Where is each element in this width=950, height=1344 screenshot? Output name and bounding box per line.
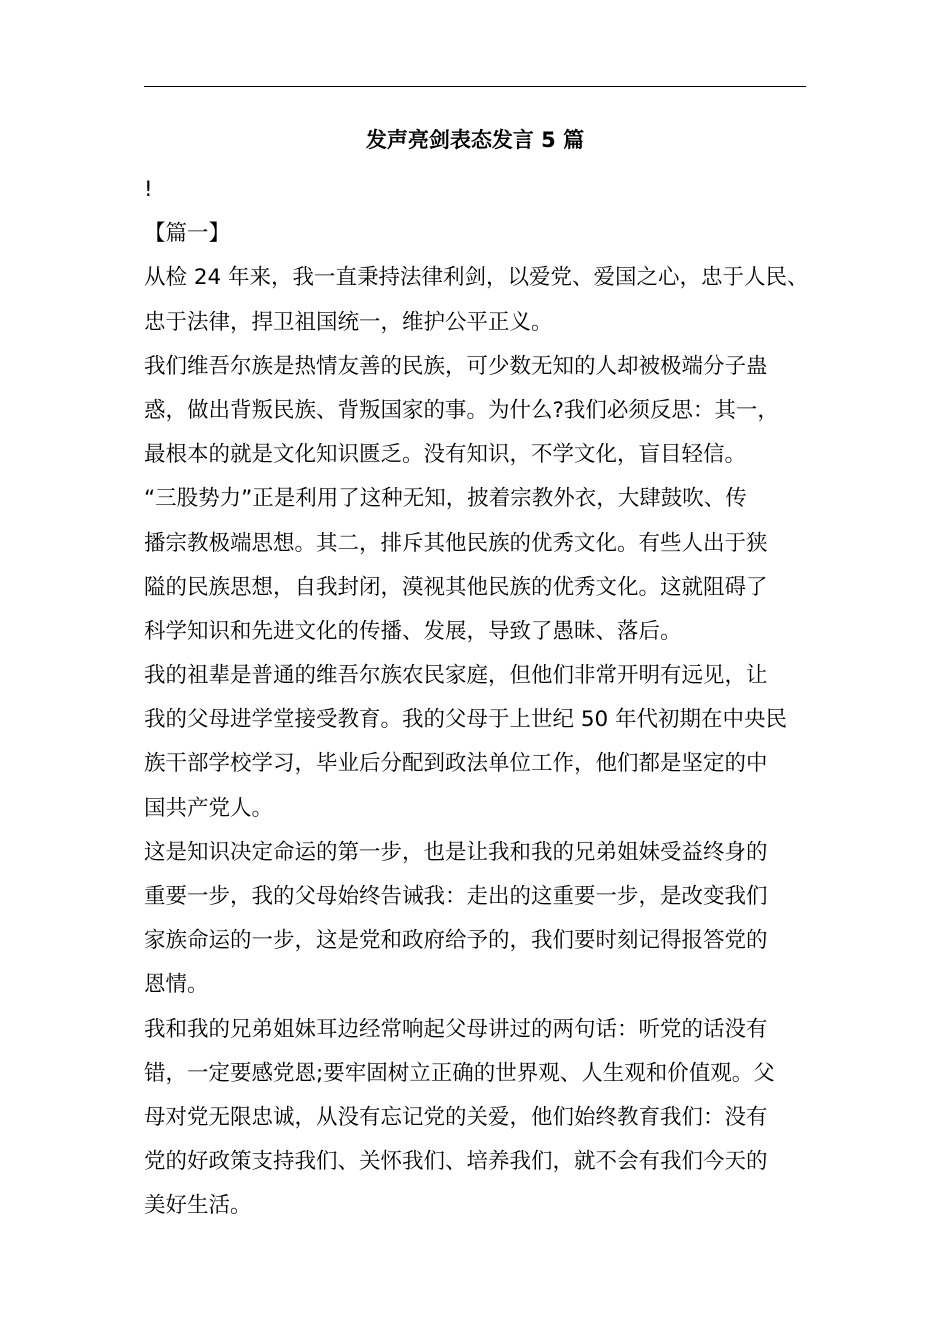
body-line: 国共产党人。	[144, 795, 274, 821]
body-line: 母对党无限忠诚，从没有忘记党的关爱，他们始终教育我们：没有	[144, 1104, 768, 1130]
body-line: 我们维吾尔族是热情友善的民族，可少数无知的人却被极端分子蛊	[144, 353, 768, 379]
body-line: !	[144, 177, 153, 202]
body-line: 家族命运的一步，这是党和政府给予的，我们要时刻记得报答党的	[144, 928, 768, 954]
section-heading: 【篇一】	[144, 221, 231, 247]
document-body	[144, 168, 820, 1229]
body-line: 隘的民族思想，自我封闭，漠视其他民族的优秀文化。这就阻碍了	[144, 574, 768, 600]
body-line: 错，一定要感党恩;要牢固树立正确的世界观、人生观和价值观。父	[144, 1060, 775, 1086]
body-line: 美好生活。	[144, 1193, 252, 1219]
body-line: 播宗教极端思想。其二，排斥其他民族的优秀文化。有些人出于狭	[144, 530, 768, 556]
body-line: 我的父母进学堂接受教育。我的父母于上世纪 50 年代初期在中央民	[144, 707, 788, 733]
body-line: 族干部学校学习，毕业后分配到政法单位工作，他们都是坚定的中	[144, 751, 768, 777]
body-line: 从检 24 年来，我一直秉持法律利剑，以爱党、爱国之心，忠于人民、	[144, 265, 809, 291]
body-line: “三股势力”正是利用了这种无知，披着宗教外衣，大肆鼓吹、传	[144, 486, 747, 512]
body-line: 最根本的就是文化知识匮乏。没有知识，不学文化，盲目轻信。	[144, 442, 747, 468]
body-line: 恩情。	[144, 972, 209, 998]
header-rule	[144, 86, 806, 87]
body-line: 这是知识决定命运的第一步，也是让我和我的兄弟姐妹受益终身的	[144, 839, 768, 865]
body-line: 忠于法律，捍卫祖国统一，维护公平正义。	[144, 309, 553, 335]
document-title: 发声亮剑表态发言 5 篇	[365, 128, 585, 152]
body-line: 我和我的兄弟姐妹耳边经常响起父母讲过的两句话：听党的话没有	[144, 1016, 768, 1042]
body-line: 党的好政策支持我们、关怀我们、培养我们，就不会有我们今天的	[144, 1149, 768, 1175]
body-line: 我的祖辈是普通的维吾尔族农民家庭，但他们非常开明有远见，让	[144, 663, 768, 689]
body-line: 惑，做出背叛民族、背叛国家的事。为什么?我们必须反思：其一，	[144, 397, 779, 423]
body-line: 重要一步，我的父母始终告诫我：走出的这重要一步，是改变我们	[144, 884, 768, 909]
body-line: 科学知识和先进文化的传播、发展，导致了愚昧、落后。	[144, 618, 682, 644]
